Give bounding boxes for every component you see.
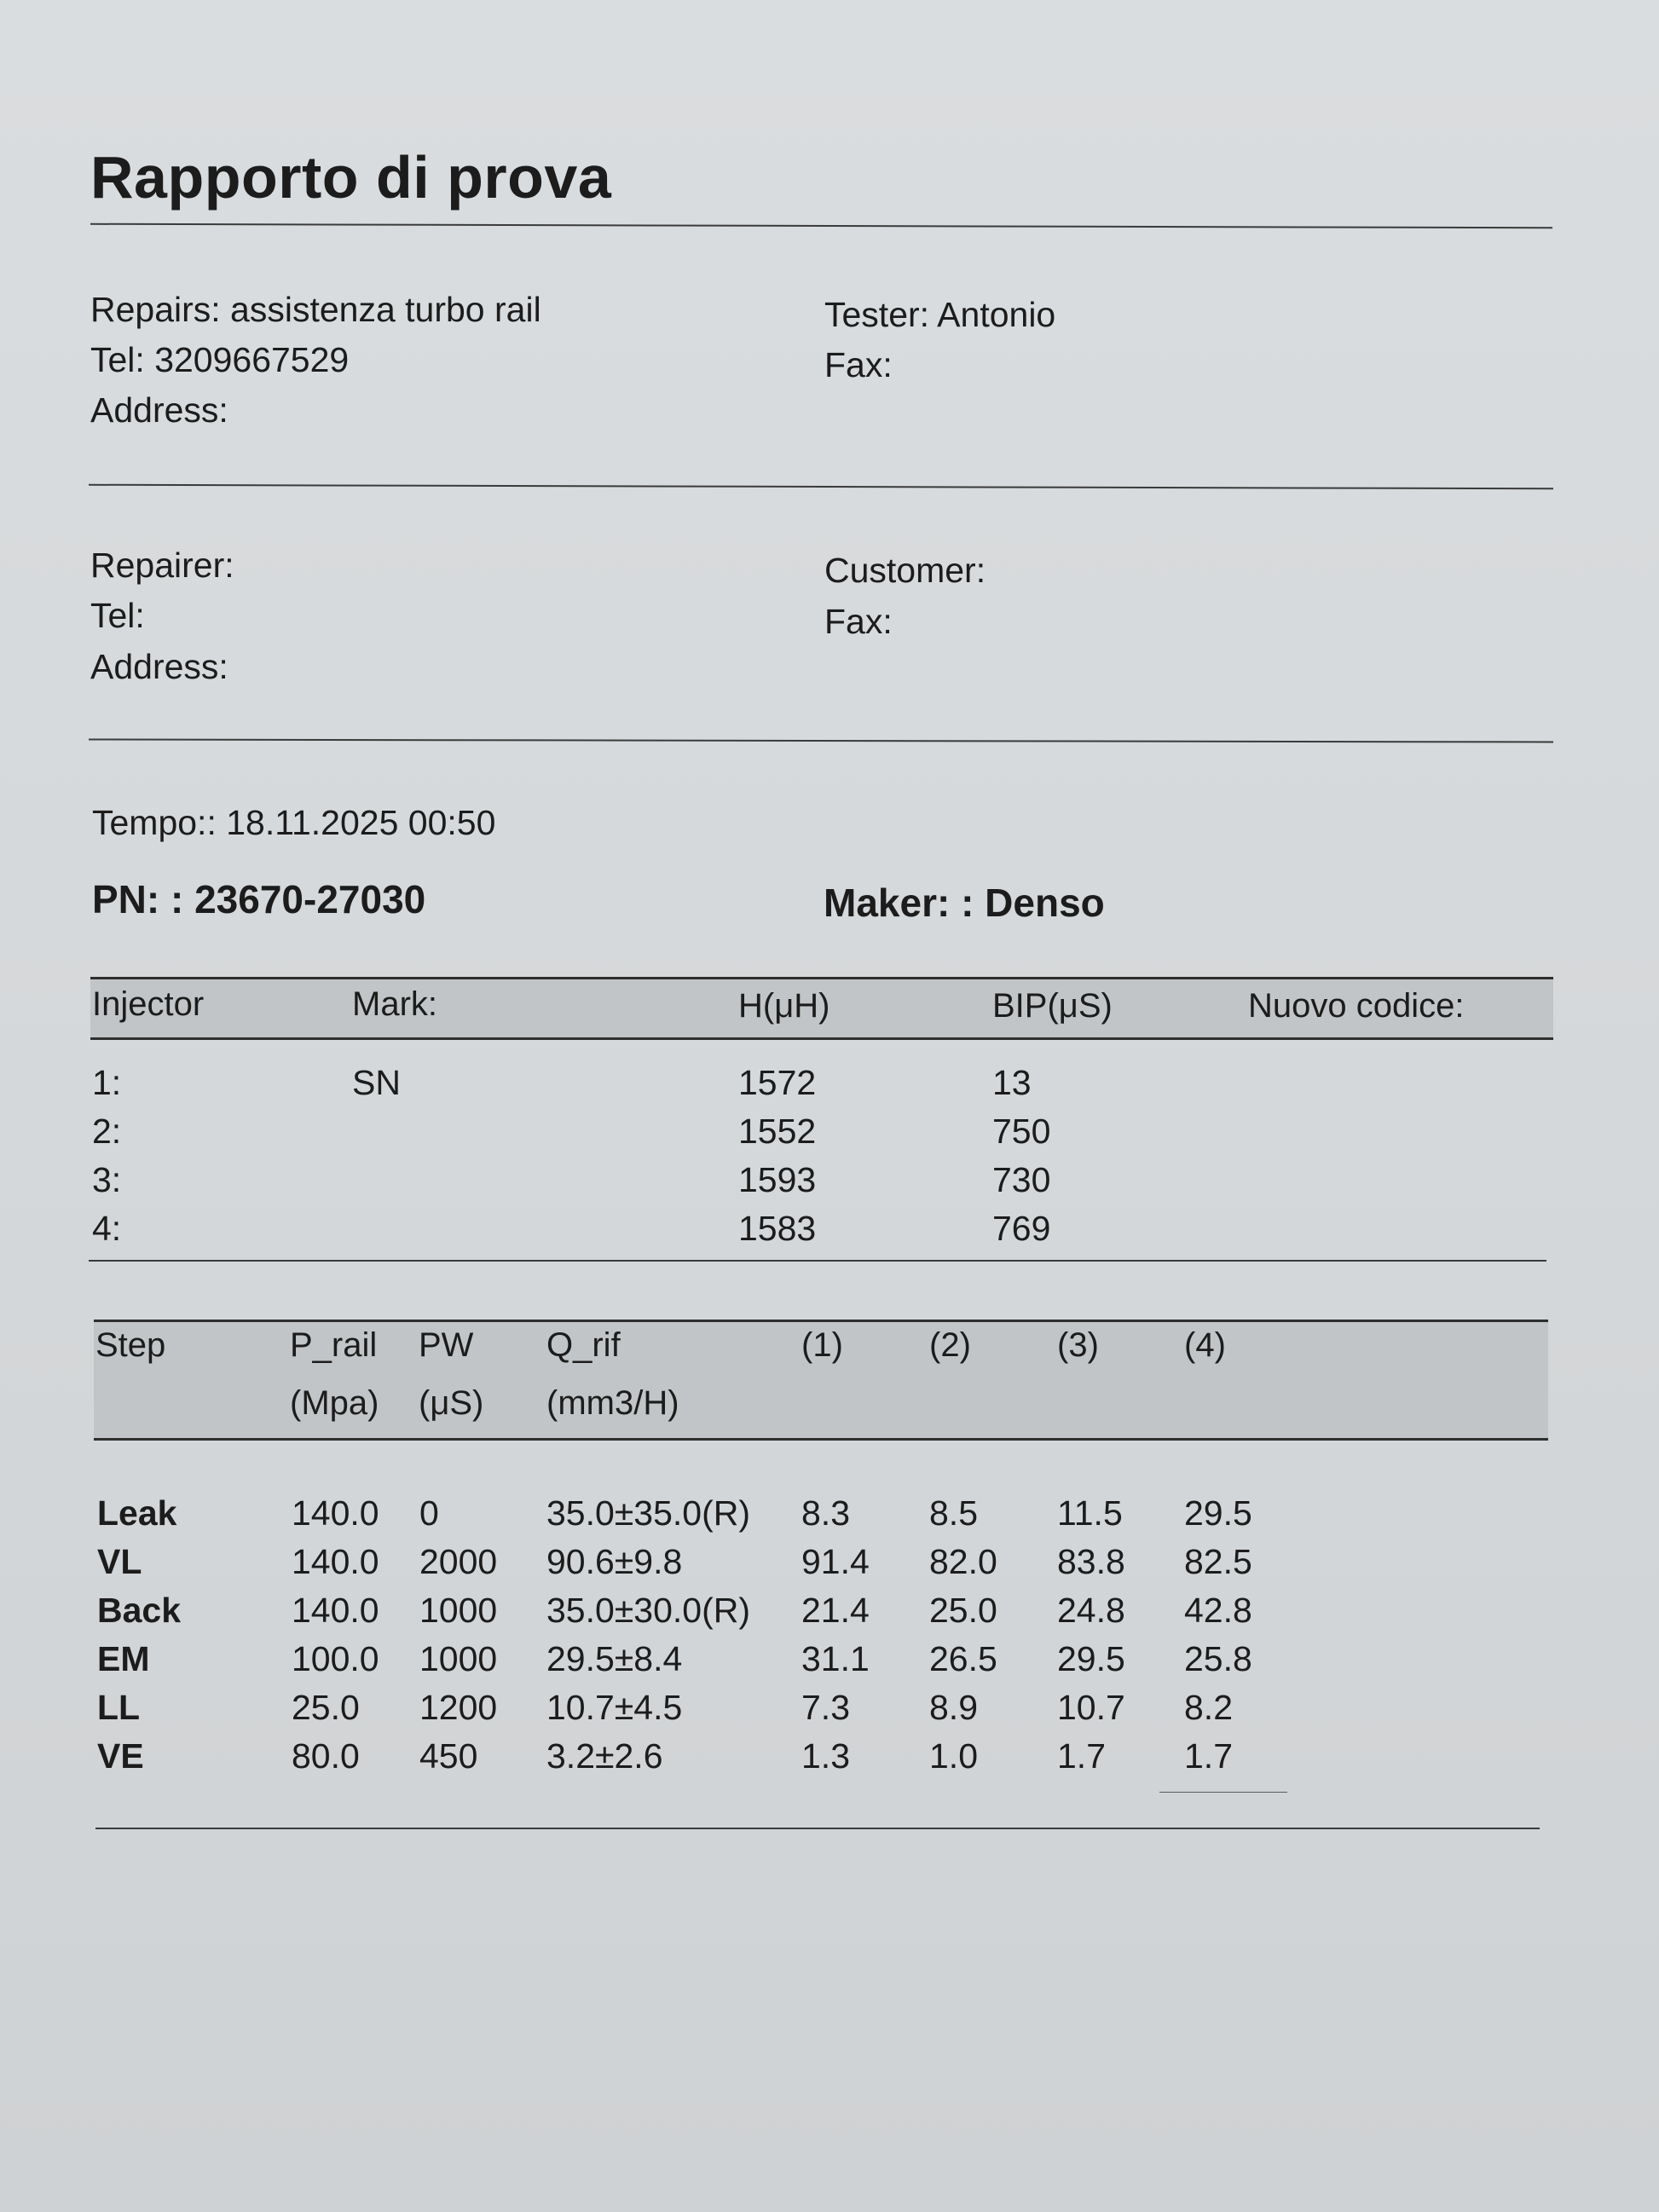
back-p-rail: 140.0 (292, 1591, 379, 1630)
client-address: Address: (90, 647, 228, 686)
injector-table-bottom-rule (89, 1260, 1546, 1262)
header-injector-1: (1) (801, 1326, 843, 1364)
ll-p-rail: 25.0 (292, 1688, 360, 1727)
ve-inj-1: 1.3 (801, 1736, 850, 1776)
header-injector-2: (2) (929, 1326, 971, 1364)
tester-label: Tester: Antonio (824, 295, 1056, 334)
vl-inj-2: 82.0 (929, 1542, 997, 1581)
injector-row-2-h: 1552 (738, 1112, 817, 1151)
section-divider-2 (89, 739, 1553, 743)
lab-address: Address: (90, 390, 228, 430)
test-table-bottom-rule (95, 1828, 1540, 1829)
header-q-rif-unit: (mm3/H) (546, 1384, 679, 1422)
leak-inj-1: 8.3 (801, 1493, 850, 1533)
vl-pw: 2000 (419, 1542, 498, 1581)
em-inj-4: 25.8 (1184, 1639, 1252, 1678)
customer-label: Customer: (824, 551, 986, 590)
underline-mark (1159, 1792, 1287, 1793)
leak-p-rail: 140.0 (292, 1493, 379, 1533)
header-injector-4: (4) (1184, 1326, 1226, 1364)
ve-inj-3: 1.7 (1057, 1736, 1106, 1776)
back-inj-1: 21.4 (801, 1591, 870, 1630)
header-p-rail-unit: (Mpa) (290, 1384, 379, 1422)
em-inj-2: 26.5 (929, 1639, 997, 1678)
ve-pw: 450 (419, 1736, 478, 1776)
vl-inj-3: 83.8 (1057, 1542, 1125, 1581)
vl-q-rif: 90.6±9.8 (546, 1542, 683, 1581)
back-inj-3: 24.8 (1057, 1591, 1125, 1630)
leak-inj-2: 8.5 (929, 1493, 978, 1533)
injector-row-4-bip: 769 (992, 1209, 1051, 1248)
client-fax: Fax: (824, 602, 893, 641)
header-p-rail: P_rail (290, 1326, 378, 1364)
leak-pw: 0 (419, 1493, 439, 1533)
injector-row-4-id: 4: (92, 1209, 122, 1248)
injector-row-2-id: 2: (92, 1112, 122, 1151)
step-ll: LL (97, 1688, 141, 1727)
leak-inj-4: 29.5 (1184, 1493, 1252, 1533)
ve-q-rif: 3.2±2.6 (546, 1736, 663, 1776)
vl-inj-1: 91.4 (801, 1542, 870, 1581)
back-inj-4: 42.8 (1184, 1591, 1252, 1630)
header-injector-3: (3) (1057, 1326, 1099, 1364)
injector-row-1-h: 1572 (738, 1063, 817, 1102)
part-number: PN: : 23670-27030 (92, 877, 426, 921)
header-h-uh: H(μH) (738, 987, 830, 1025)
step-ve: VE (97, 1736, 144, 1776)
client-tel: Tel: (90, 596, 145, 635)
lab-tel: Tel: 3209667529 (90, 340, 350, 379)
vl-inj-4: 82.5 (1184, 1542, 1252, 1581)
ll-inj-1: 7.3 (801, 1688, 850, 1727)
vl-p-rail: 140.0 (292, 1542, 379, 1581)
header-step: Step (95, 1326, 166, 1364)
back-inj-2: 25.0 (929, 1591, 997, 1630)
header-mark: Mark: (352, 985, 437, 1023)
ll-inj-4: 8.2 (1184, 1688, 1233, 1727)
header-nuovo-codice: Nuovo codice: (1248, 987, 1465, 1025)
injector-row-3-bip: 730 (992, 1160, 1051, 1199)
ve-p-rail: 80.0 (292, 1736, 360, 1776)
header-injector: Injector (92, 985, 205, 1023)
repairs-label: Repairs: assistenza turbo rail (90, 290, 541, 329)
section-divider-1 (89, 484, 1553, 489)
repairer-label: Repairer: (90, 546, 234, 585)
step-vl: VL (97, 1542, 142, 1581)
maker: Maker: : Denso (824, 881, 1105, 925)
back-q-rif: 35.0±30.0(R) (546, 1591, 751, 1630)
ll-q-rif: 10.7±4.5 (546, 1688, 683, 1727)
tempo-timestamp: Tempo:: 18.11.2025 00:50 (92, 803, 496, 842)
report-title: Rapporto di prova (90, 144, 612, 211)
injector-row-1-bip: 13 (992, 1063, 1032, 1102)
header-bip-us: BIP(μS) (992, 987, 1113, 1025)
em-q-rif: 29.5±8.4 (546, 1639, 683, 1678)
ve-inj-4: 1.7 (1184, 1736, 1233, 1776)
step-back: Back (97, 1591, 182, 1630)
injector-row-3-h: 1593 (738, 1160, 817, 1199)
em-inj-1: 31.1 (801, 1639, 870, 1678)
lab-fax: Fax: (824, 345, 893, 384)
em-pw: 1000 (419, 1639, 498, 1678)
leak-inj-3: 11.5 (1057, 1493, 1123, 1533)
em-inj-3: 29.5 (1057, 1639, 1125, 1678)
ll-pw: 1200 (419, 1688, 498, 1727)
injector-row-2-bip: 750 (992, 1112, 1051, 1151)
injector-row-4-h: 1583 (738, 1209, 817, 1248)
injector-row-3-id: 3: (92, 1160, 122, 1199)
injector-row-1-mark: SN (352, 1063, 401, 1102)
title-divider (90, 223, 1552, 228)
step-leak: Leak (97, 1493, 177, 1533)
ll-inj-2: 8.9 (929, 1688, 978, 1727)
header-pw-unit: (μS) (419, 1384, 484, 1422)
header-pw: PW (419, 1326, 474, 1364)
ll-inj-3: 10.7 (1057, 1688, 1125, 1727)
em-p-rail: 100.0 (292, 1639, 379, 1678)
ve-inj-2: 1.0 (929, 1736, 978, 1776)
back-pw: 1000 (419, 1591, 498, 1630)
injector-row-1-id: 1: (92, 1063, 122, 1102)
step-em: EM (97, 1639, 150, 1678)
leak-q-rif: 35.0±35.0(R) (546, 1493, 751, 1533)
header-q-rif: Q_rif (546, 1326, 621, 1364)
